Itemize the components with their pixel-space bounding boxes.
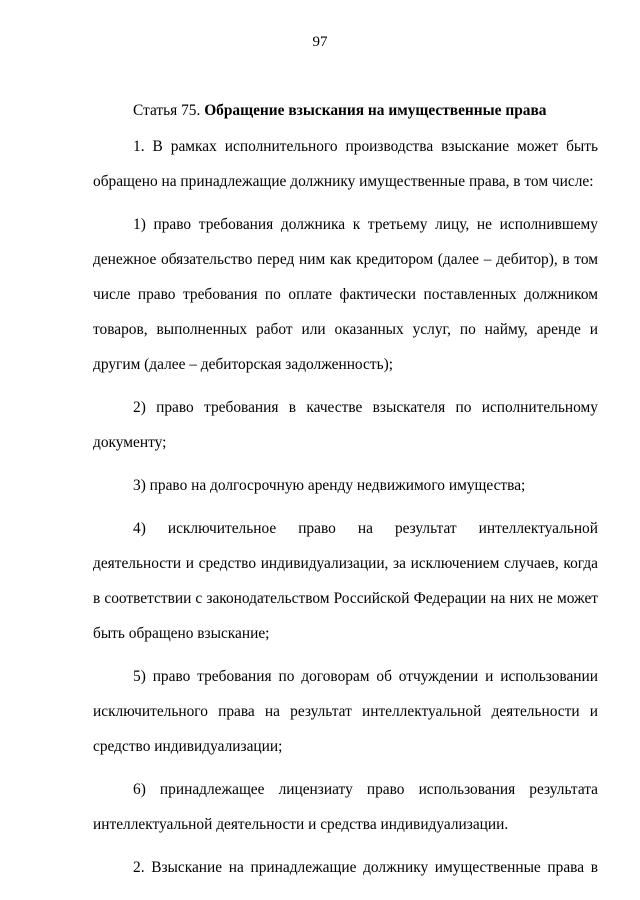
article-heading — [133, 93, 598, 128]
list-item-5: 5) право требования по договорам об отчуждении и использовании исключительного права на результат интеллектуальной деятельности и средство индивидуализации; — [93, 668, 598, 755]
list-item-4: 4) исключительное право на результат интеллектуальной деятельности и средство индивидуализации, за исключением случаев, когда в соответствии с законодательством Российской Федерации на них не может быть обращено взыскание; — [93, 520, 598, 642]
list-item-6: 6) принадлежащее лицензиату право использования результата интеллектуальной деятельности и средства индивидуализации. — [93, 781, 598, 833]
list-item-2: 2) право требования в качестве взыскателя по исполнительному документу; — [93, 399, 598, 451]
paragraph-1: 1. В рамках исполнительного производства взыскание может быть обращено на принадлежащие должнику имущественные права, в том числе: — [93, 138, 598, 190]
list-item-3: 3) право на долгосрочную аренду недвижимого имущества; — [133, 477, 526, 494]
article-title: Обращение взыскания на имущественные права — [204, 102, 547, 119]
list-item-1: 1) право требования должника к третьему лицу, не исполнившему денежное обязательство перед ним как кредитором (далее – дебитор), в том числе право требования по оплате фактически поставленных должником товаров, выполненных работ или оказанных услуг, по найму, аренде и другим (далее – дебиторская задолженность); — [93, 216, 598, 373]
page-number: 97 — [312, 34, 328, 50]
document-body — [93, 93, 598, 885]
paragraph-2: 2. Взыскание на принадлежащие должнику имущественные права в — [133, 859, 598, 876]
article-prefix: Статья 75. — [133, 102, 201, 119]
